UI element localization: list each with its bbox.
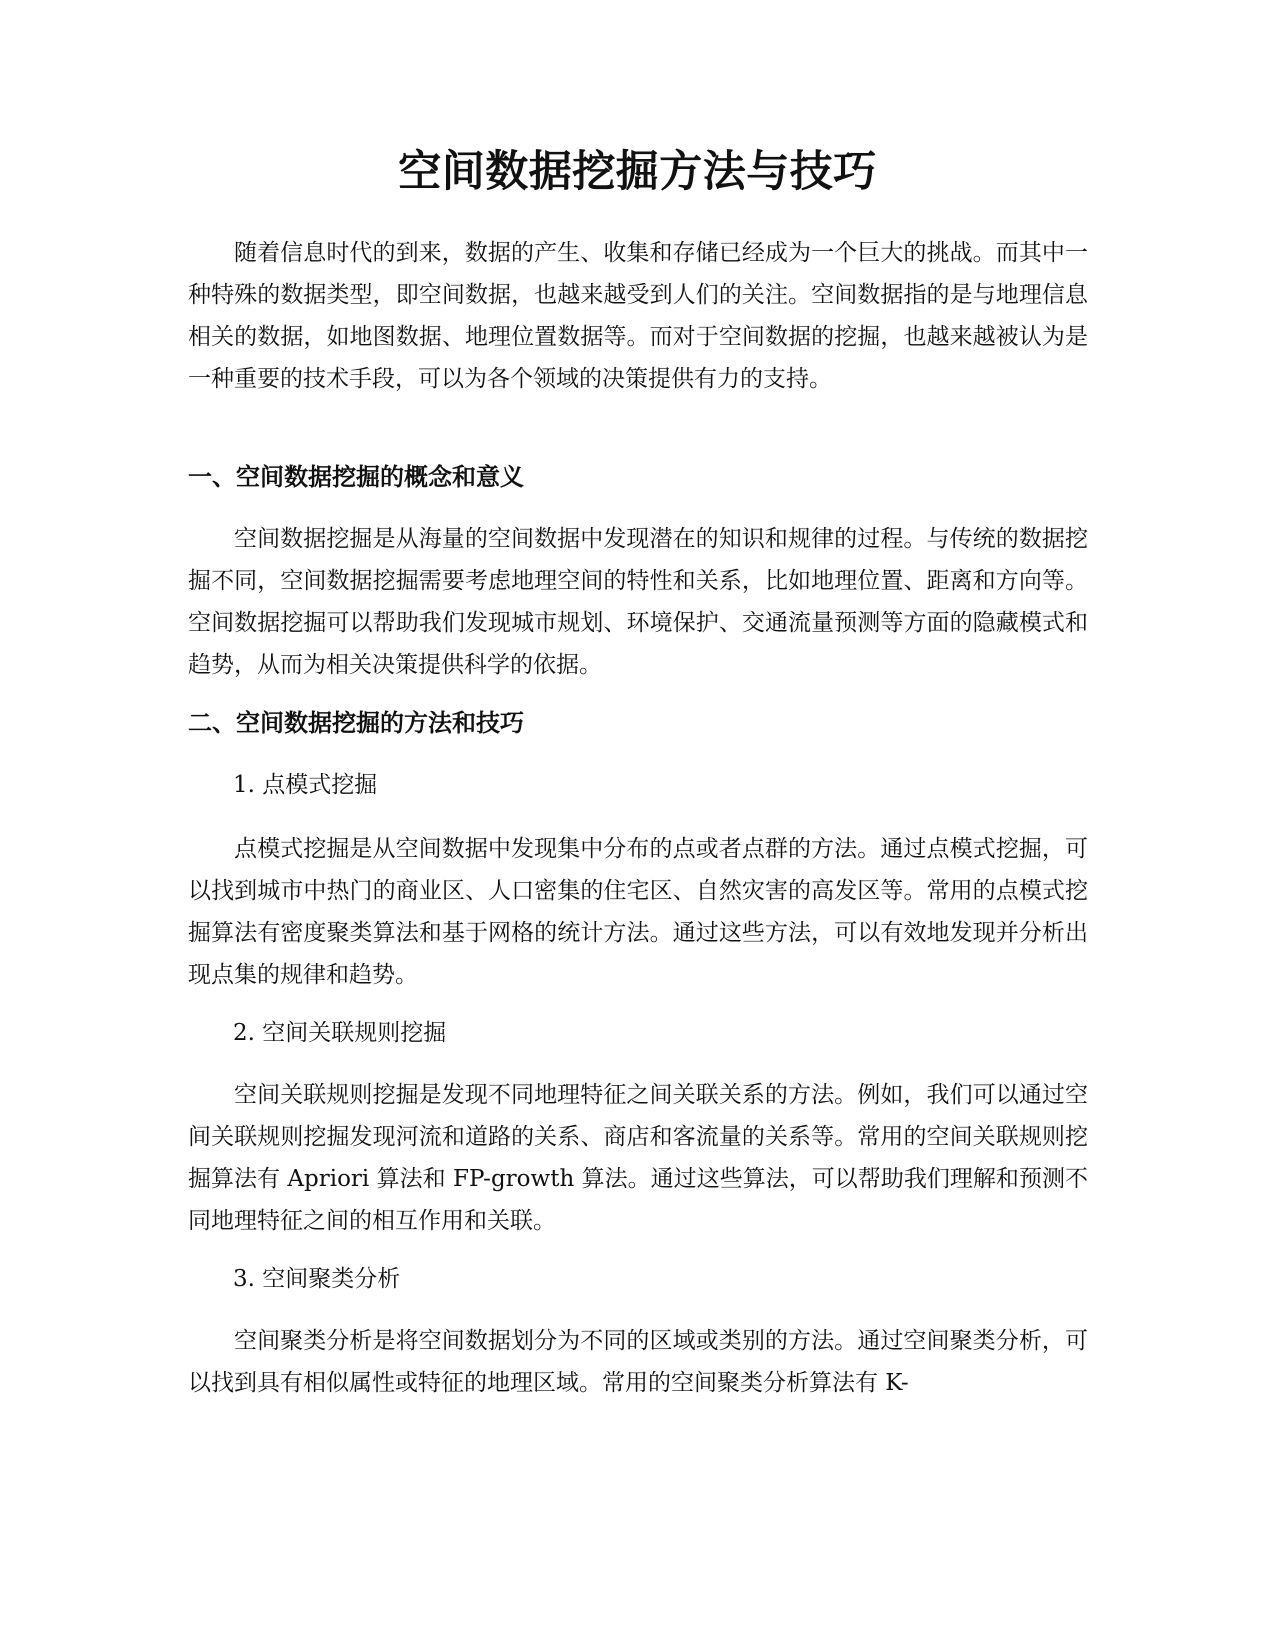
subsection-1-heading: 1. 点模式挖掘 xyxy=(233,772,378,798)
document-title: 空间数据挖掘方法与技巧 xyxy=(398,147,877,197)
subsection-1-paragraph: 点模式挖掘是从空间数据中发现集中分布的点或者点群的方法。通过点模式挖掘，可以找到城市中热门的商业区、人口密集的住宅区、自然灾害的高发区等。常用的点模式挖掘算法有密度聚类算法和基于网格的统计方法。通过这些方法，可以有效地发现并分析出现点集的规律和趋势。 xyxy=(188,836,1088,988)
section-2-heading: 二、空间数据挖掘的方法和技巧 xyxy=(188,709,524,737)
subsection-3-paragraph: 空间聚类分析是将空间数据划分为不同的区域或类别的方法。通过空间聚类分析，可以找到具有相似属性或特征的地理区域。常用的空间聚类分析算法有 K- xyxy=(188,1328,1088,1396)
subsection-3-heading: 3. 空间聚类分析 xyxy=(233,1266,401,1292)
subsection-2-paragraph: 空间关联规则挖掘是发现不同地理特征之间关联关系的方法。例如，我们可以通过空间关联规则挖掘发现河流和道路的关系、商店和客流量的关系等。常用的空间关联规则挖掘算法有 Apriori 算法和 FP-growth 算法。通过这些算法，可以帮助我们理解和预测不同地理特征之间的相互作用和关联。 xyxy=(188,1082,1088,1234)
subsection-2-heading: 2. 空间关联规则挖掘 xyxy=(233,1020,447,1046)
section-1-paragraph: 空间数据挖掘是从海量的空间数据中发现潜在的知识和规律的过程。与传统的数据挖掘不同，空间数据挖掘需要考虑地理空间的特性和关系，比如地理位置、距离和方向等。空间数据挖掘可以帮助我们发现城市规划、环境保护、交通流量预测等方面的隐藏模式和趋势，从而为相关决策提供科学的依据。 xyxy=(188,526,1088,678)
intro-paragraph: 随着信息时代的到来，数据的产生、收集和存储已经成为一个巨大的挑战。而其中一种特殊的数据类型，即空间数据，也越来越受到人们的关注。空间数据指的是与地理信息相关的数据，如地图数据、地理位置数据等。而对于空间数据的挖掘，也越来越被认为是一种重要的技术手段，可以为各个领域的决策提供有力的支持。 xyxy=(188,240,1088,392)
section-1-heading: 一、空间数据挖掘的概念和意义 xyxy=(188,463,524,491)
